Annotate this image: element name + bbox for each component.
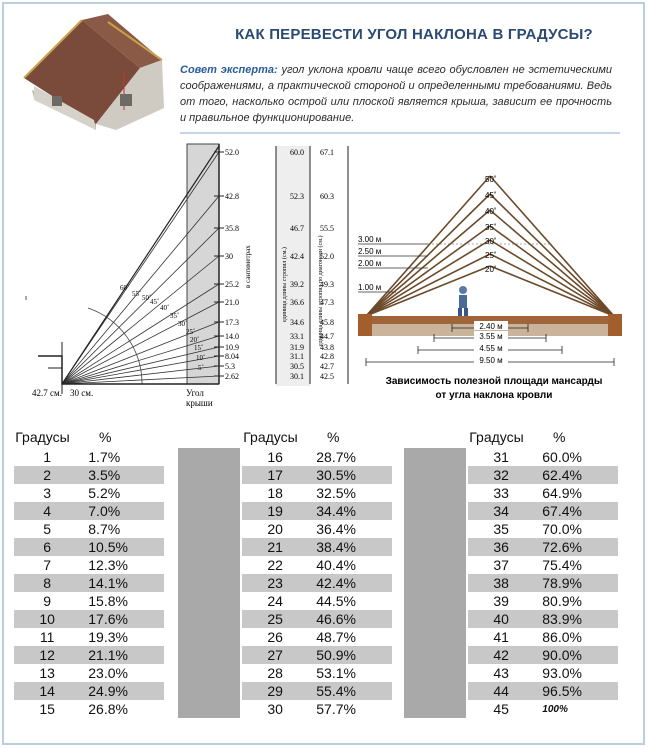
degrees-header: Градусы [243,429,298,445]
degree-cell: 29 [267,683,283,699]
rafter-diagonal-value: 44.7 [320,332,334,341]
rafter-diagonal-value: 45.8 [320,318,334,327]
rafter-length-value: 30.5 [290,362,304,371]
percent-cell: 67.4% [542,503,582,519]
degree-cell: 31 [493,449,509,465]
table-row [14,502,164,520]
degree-cell: 8 [43,575,52,591]
roof-angle-label: 40˚ [485,207,497,216]
degree-cell: 3 [43,485,52,501]
degree-percent-table [6,426,641,720]
percent-cell: 60.0% [542,449,582,465]
scale-tick-label: 17.3 [225,318,239,327]
degree-cell: 24 [267,593,283,609]
rafter-line [490,226,614,316]
rafter-diagonal-value: 67.1 [320,148,334,157]
base-right-label: 30 см. [70,388,94,398]
rafter-diagonal-value: 49.3 [320,280,334,289]
table-row [14,682,164,700]
roof-angle-scale-diagram [18,138,358,422]
degree-cell: 13 [39,665,55,681]
table-row [14,700,164,718]
rafter-diagonal-value: 55.5 [320,224,334,233]
percent-cell: 24.9% [88,683,128,699]
degree-cell: 26 [267,629,283,645]
rafter-diagonal-label: единица длины стропил по диагонали (см.) [318,235,324,346]
rafter-line [490,176,614,316]
rafter-line [490,266,614,316]
angle-label: 5˚ [198,364,204,372]
caption-line-2: от угла наклона кровли [435,390,553,401]
degree-cell: 10 [39,611,55,627]
degree-cell: 20 [267,521,283,537]
percent-cell: 100% [542,703,568,715]
attic-area-diagram [356,138,638,422]
table-row [242,538,392,556]
percent-cell: 83.9% [542,611,582,627]
table-row [468,484,618,502]
percent-cell: 8.7% [88,521,121,537]
table-row [242,484,392,502]
table-row [14,538,164,556]
rafter-length-value: 39.2 [290,280,304,289]
percent-cell: 50.9% [316,647,356,663]
percent-cell: 78.9% [542,575,582,591]
percent-cell: 36.4% [316,521,356,537]
table-row [468,520,618,538]
degree-cell: 25 [267,611,283,627]
percent-cell: 30.5% [316,467,356,483]
column-separator-2 [404,448,466,718]
table-row [242,502,392,520]
table-row [242,628,392,646]
table-row [468,682,618,700]
header-divider [180,132,620,134]
table-row [242,556,392,574]
percent-cell: 38.4% [316,539,356,555]
angle-label: 15˚ [194,344,204,352]
vertical-cm-label: в сантиметрах [244,245,252,288]
rafter-line [490,240,614,316]
roof-angle-labels [485,175,497,274]
degree-cell: 23 [267,575,283,591]
rafter-length-value: 36.6 [290,298,304,307]
rafter-length-value: 46.7 [290,224,304,233]
percent-cell: 44.5% [316,593,356,609]
degree-cell: 35 [493,521,509,537]
corner-label-1: Угол [186,388,204,398]
angle-label: 45˚ [150,298,160,306]
advice-text: угол уклона кровли чаще всего обусловлен не эстетическими соображениями, а практической стороной и определенными требованиями. Ведь от того, насколько острой или плоской является крыша, зависит ее прочность и правильное функционирование. [180,64,613,124]
rafter-diagonal-value: 43.8 [320,343,334,352]
degrees-header: Градусы [15,429,70,445]
table-row [14,556,164,574]
roof-angle-label: 50˚ [485,175,497,184]
rafter-length-value: 30.1 [290,372,304,381]
table-row [14,610,164,628]
scale-tick-label: 42.8 [225,192,239,201]
rafter-line [366,194,490,316]
degree-cell: 36 [493,539,509,555]
degree-cell: 38 [493,575,509,591]
percent-cell: 12.3% [88,557,128,573]
degree-cell: 44 [493,683,509,699]
percent-header: % [98,429,112,445]
rafter-diagonal-value: 42.8 [320,352,334,361]
base-left-label: 42.7 см. [32,388,62,398]
percent-cell: 96.5% [542,683,582,699]
height-label: 2.00 м [358,259,382,268]
rafter-line [490,194,614,316]
degree-cell: 16 [267,449,283,465]
degree-cell: 6 [43,539,52,555]
scale-tick-label: 5.3 [225,362,235,371]
degree-cell: 37 [493,557,509,573]
percent-cell: 7.0% [88,503,121,519]
degree-cell: 1 [43,449,52,465]
percent-cell: 14.1% [88,575,128,591]
angle-label: 35˚ [170,312,180,320]
table-header-3 [468,426,618,448]
roof-angle-label: 25˚ [485,251,497,260]
percent-cell: 42.4% [316,575,356,591]
table-row [242,700,392,718]
roof-angle-label: 20˚ [485,265,497,274]
scale-tick-label: 52.0 [225,148,239,157]
rafter-line [366,176,490,316]
height-labels [358,235,552,292]
degree-cell: 40 [493,611,509,627]
degree-cell: 41 [493,629,509,645]
table-row [468,556,618,574]
table-row [468,700,618,718]
table-row [242,448,392,466]
table-row [468,610,618,628]
rafter-length-value: 31.1 [290,352,304,361]
degree-cell: 28 [267,665,283,681]
percent-cell: 3.5% [88,467,121,483]
scale-tick-label: 21.0 [225,298,239,307]
percent-cell: 48.7% [316,629,356,645]
degree-cell: 39 [493,593,509,609]
height-label: 1.00 м [358,283,382,292]
degree-cell: 30 [267,701,283,717]
scale-tick-label: 10.9 [225,343,239,352]
table-row [14,646,164,664]
percent-cell: 64.9% [542,485,582,501]
rafter-line [366,226,490,316]
angle-label: 60˚ [120,284,130,292]
percent-cell: 15.8% [88,593,128,609]
rafter-diagonal-value: 42.5 [320,372,334,381]
degree-cell: 5 [43,521,52,537]
table-column-2 [242,426,392,718]
column-separator-1 [178,448,240,718]
percent-cell: 26.8% [88,701,128,717]
table-column-3 [468,426,618,718]
table-row [468,502,618,520]
rafter-line [366,266,490,316]
percent-cell: 57.7% [316,701,356,717]
table-row [242,682,392,700]
table-header-2 [242,426,392,448]
percent-cell: 70.0% [542,521,582,537]
table-row [14,466,164,484]
caption-line-1: Зависимость полезной площади мансарды [385,376,603,387]
table-row [14,574,164,592]
table-row [242,664,392,682]
table-row [242,574,392,592]
degree-cell: 32 [493,467,509,483]
width-label: 9.50 м [479,356,503,365]
percent-cell: 80.9% [542,593,582,609]
angle-label: 55˚ [132,290,142,298]
scale-tick-label: 25.2 [225,280,239,289]
scale-tick-label: 2.62 [225,372,239,381]
percent-cell: 32.5% [316,485,356,501]
rafter-diagonal-value: 42.7 [320,362,334,371]
percent-cell: 53.1% [316,665,356,681]
table-row [242,646,392,664]
degree-cell: 43 [493,665,509,681]
roof-angle-label: 30˚ [485,237,497,246]
scale-tick-label: 35.8 [225,224,239,233]
rafter-length-label: единица длины стропил (см.) [282,247,288,322]
angle-label: 20˚ [190,336,200,344]
table-row [468,646,618,664]
degree-cell: 17 [267,467,283,483]
table-row [468,574,618,592]
percent-cell: 40.4% [316,557,356,573]
degree-cell: 7 [43,557,52,573]
percent-header: % [552,429,566,445]
degree-cell: 34 [493,503,509,519]
rafter-length-value: 52.3 [290,192,304,201]
table-row [14,664,164,682]
rafter-length-value: 34.6 [290,318,304,327]
angle-label: 40˚ [160,304,170,312]
percent-cell: 21.1% [88,647,128,663]
degrees-header: Градусы [469,429,524,445]
scale-tick-label: 8.04 [225,352,239,361]
expert-advice [180,62,612,126]
table-row [468,538,618,556]
degree-cell: 42 [493,647,509,663]
table-row [14,592,164,610]
rafter-length-value: 42.4 [290,252,304,261]
rafter-line [366,240,490,316]
percent-cell: 23.0% [88,665,128,681]
degree-cell: 18 [267,485,283,501]
percent-cell: 34.4% [316,503,356,519]
rafter-length-value: 60.0 [290,148,304,157]
percent-cell: 62.4% [542,467,582,483]
scale-tick-label: 14.0 [225,332,239,341]
table-header-1 [14,426,164,448]
height-label: 3.00 м [358,235,382,244]
width-label: 2.40 м [479,322,503,331]
degree-cell: 15 [39,701,55,717]
rafter-diagonal-value: 47.3 [320,298,334,307]
angle-label: 50˚ [142,294,152,302]
degree-cell: 19 [267,503,283,519]
degree-cell: 21 [267,539,283,555]
percent-cell: 19.3% [88,629,128,645]
percent-cell: 72.6% [542,539,582,555]
corner-label-2: крыши [186,398,213,408]
table-column-1 [14,426,164,718]
height-label: 2.50 м [358,247,382,256]
percent-cell: 28.7% [316,449,356,465]
table-row [242,610,392,628]
header-section [4,4,643,137]
degree-cell: 45 [493,701,509,717]
degree-cell: 12 [39,647,55,663]
percent-cell: 93.0% [542,665,582,681]
width-label: 3.55 м [479,332,503,341]
percent-cell: 55.4% [316,683,356,699]
degree-cell: 11 [39,629,55,645]
angle-label: 30˚ [178,320,188,328]
degree-cell: 27 [267,647,283,663]
roof-angle-label: 45˚ [485,191,497,200]
table-row [468,448,618,466]
table-row [468,664,618,682]
percent-header: % [326,429,340,445]
degree-cell: 14 [39,683,55,699]
table-row [14,628,164,646]
rafter-length-value: 31.9 [290,343,304,352]
table-row [468,628,618,646]
degree-cell: 33 [493,485,509,501]
percent-cell: 10.5% [88,539,128,555]
rafter-diagonal-value: 60.3 [320,192,334,201]
table-row [242,520,392,538]
scale-tick-label: 30 [225,252,233,261]
house-illustration [12,12,177,130]
percent-cell: 90.0% [542,647,582,663]
table-row [242,592,392,610]
percent-cell: 75.4% [542,557,582,573]
percent-cell: 5.2% [88,485,121,501]
person-figure [458,286,468,316]
table-row [14,484,164,502]
rafter-length-value: 33.1 [290,332,304,341]
diagrams-section [4,138,643,424]
table-row [242,466,392,484]
percent-cell: 17.6% [88,611,128,627]
roof-angle-label: 35˚ [485,223,497,232]
degree-cell: 2 [43,467,52,483]
table-row [14,520,164,538]
page-title: КАК ПЕРЕВЕСТИ УГОЛ НАКЛОНА В ГРАДУСЫ? [235,26,593,43]
percent-cell: 46.6% [316,611,356,627]
width-label: 4.55 м [479,344,503,353]
table-row [468,466,618,484]
table-row [468,592,618,610]
degree-cell: 4 [43,503,52,519]
table-row [14,448,164,466]
percent-cell: 86.0% [542,629,582,645]
advice-lead: Совет эксперта: [180,64,278,76]
angle-label: 10˚ [196,354,206,362]
percent-cell: 1.7% [88,449,121,465]
rafter-diagonal-value: 52.0 [320,252,334,261]
degree-cell: 9 [43,593,52,609]
angle-label: 25˚ [186,328,196,336]
degree-cell: 22 [267,557,283,573]
